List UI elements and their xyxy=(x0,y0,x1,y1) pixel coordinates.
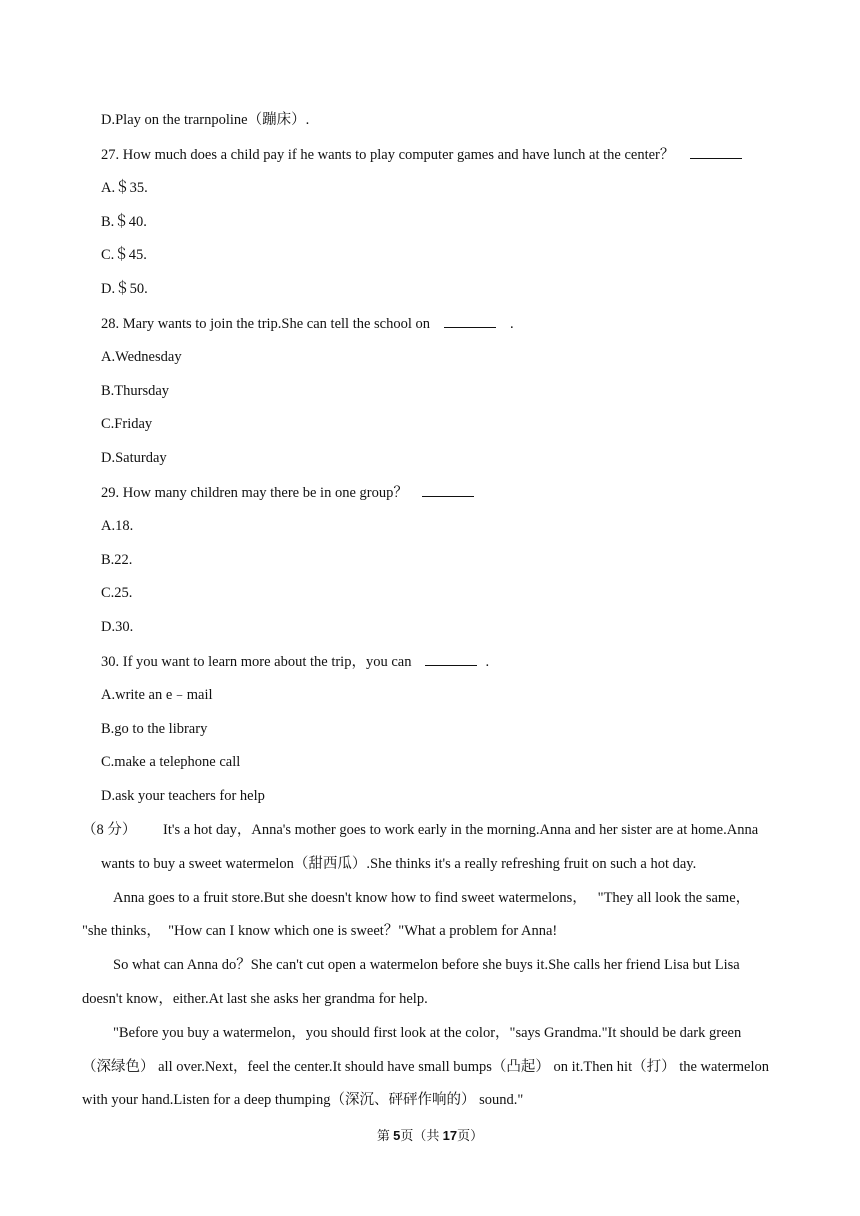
footer-suffix: 页） xyxy=(457,1128,484,1143)
q29-answer-blank[interactable] xyxy=(422,483,474,497)
q27-stem-text: 27. How much does a child pay if he wants to play computer games and have lunch at the center？ xyxy=(101,147,675,163)
q28-end-punct: . xyxy=(510,316,514,332)
passage-p3-line2: doesn't know，either.At last she asks her grandma for help. xyxy=(82,991,428,1007)
q27-stem xyxy=(101,145,744,164)
q29-option-c: C.25. xyxy=(101,585,133,601)
passage-p3-line1: So what can Anna do？She can't cut open a watermelon before she buys it.She calls her friend Lisa but Lisa xyxy=(113,957,740,973)
q29-stem-text: 29. How many children may there be in one group？ xyxy=(101,485,408,501)
q30-answer-blank[interactable] xyxy=(425,652,477,666)
page-footer xyxy=(0,1127,860,1145)
passage-p4-line3: with your hand.Listen for a deep thumping（深沉、砰砰作响的） sound." xyxy=(82,1092,524,1108)
passage-p4-line1: "Before you buy a watermelon，you should first look at the color，"says Grandma."It should be dark green xyxy=(113,1025,742,1041)
q30-end-punct: . xyxy=(485,654,490,670)
q27-option-c: C.＄45. xyxy=(101,247,147,263)
q28-stem xyxy=(101,314,514,333)
q27-option-a: A.＄35. xyxy=(101,180,148,196)
passage-p1-line2: wants to buy a sweet watermelon（甜西瓜）.She thinks it's a really refreshing fruit on such a hot day. xyxy=(101,856,697,872)
q30-stem-text: 30. If you want to learn more about the trip，you can xyxy=(101,654,412,670)
q30-stem xyxy=(101,652,489,671)
q29-option-a: A.18. xyxy=(101,518,134,534)
q27-option-d: D.＄50. xyxy=(101,281,148,297)
q28-option-c: C.Friday xyxy=(101,416,153,432)
q29-option-d: D.30. xyxy=(101,619,134,635)
q29-option-b: B.22. xyxy=(101,552,133,568)
passage-p4-line2: （深绿色） all over.Next，feel the center.It should have small bumps（凸起） on it.Then hit（打） the watermelon xyxy=(82,1059,769,1075)
footer-page-number: 5 xyxy=(393,1128,401,1143)
footer-middle: 页（共 xyxy=(400,1128,443,1143)
passage-p2-line1: Anna goes to a fruit store.But she doesn't know how to find sweet watermelons， "They all look the same， xyxy=(113,890,751,906)
q28-option-b: B.Thursday xyxy=(101,383,170,399)
q30-option-d: D.ask your teachers for help xyxy=(101,788,265,804)
q27-answer-blank[interactable] xyxy=(690,145,742,159)
q28-stem-text: 28. Mary wants to join the trip.She can tell the school on xyxy=(101,316,431,332)
q30-option-b: B.go to the library xyxy=(101,721,208,737)
q27-option-b: B.＄40. xyxy=(101,214,147,230)
q26-option-d: D.Play on the trarnpoline（蹦床）. xyxy=(101,112,310,128)
footer-prefix: 第 xyxy=(376,1128,394,1143)
footer-total-pages: 17 xyxy=(442,1128,458,1143)
q28-option-a: A.Wednesday xyxy=(101,349,182,365)
passage-score: （8 分） xyxy=(82,822,137,838)
q30-option-a: A.write an e﹣mail xyxy=(101,687,213,703)
q30-option-c: C.make a telephone call xyxy=(101,754,241,770)
q28-answer-blank[interactable] xyxy=(444,314,496,328)
passage-p2-line2: "she thinks， "How can I know which one is sweet？"What a problem for Anna! xyxy=(82,923,558,939)
q29-stem xyxy=(101,483,476,502)
q28-option-d: D.Saturday xyxy=(101,450,167,466)
passage-p1-line1: It's a hot day，Anna's mother goes to work early in the morning.Anna and her sister are at home.Anna xyxy=(163,822,759,838)
